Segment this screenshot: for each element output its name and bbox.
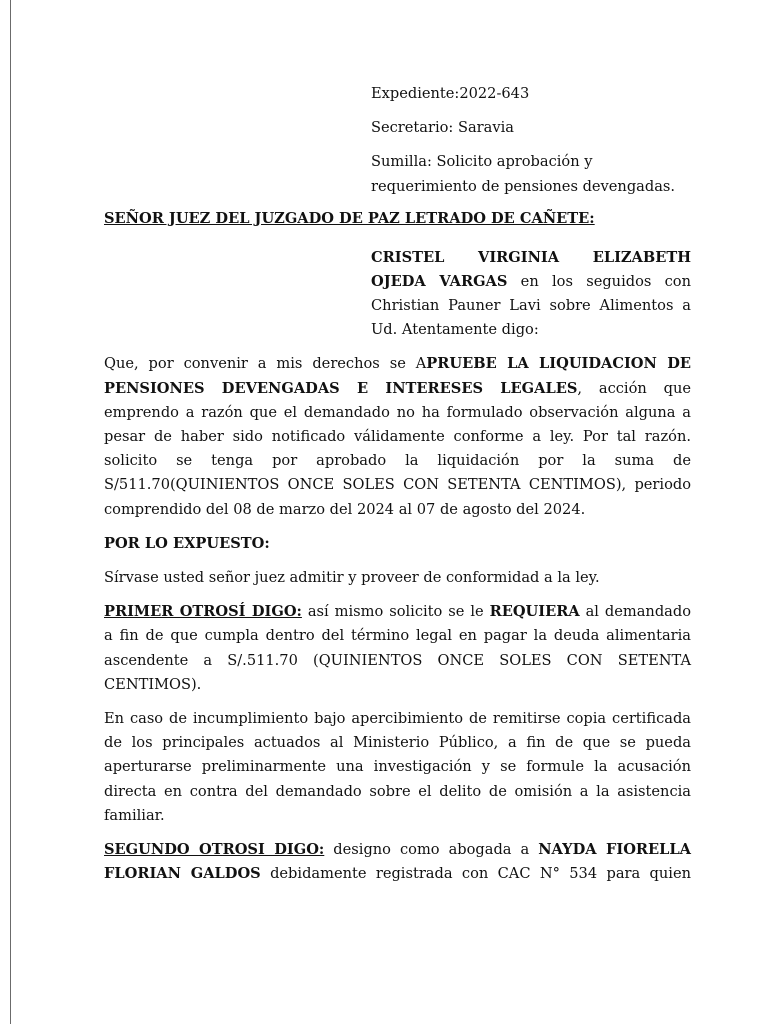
incumplimiento-paragraph: En caso de incumplimiento bajo apercibimiento de remitirse copia certificada de los principales actuados al Ministerio Público, a fin de que se pueda aperturarse preliminarmente una investigación y se formule la acusación directa en contra del demandado sobre el delito de omisión a la asistencia familiar.	[104, 710, 691, 824]
segundo-otrosi-text1: designo como abogada a	[324, 841, 539, 859]
main-bold-request: PRUEBE LA LIQUIDACION DE PENSIONES DEVENGADAS E INTERESES LEGALES	[104, 355, 691, 397]
sumilla-line: Sumilla: Solicito aprobación y requerimiento de pensiones devengadas.	[371, 153, 676, 195]
main-intro: Que, por convenir a mis derechos se A	[104, 355, 427, 373]
segundo-otrosi-paragraph	[104, 838, 691, 886]
petitioner-name: CRISTEL VIRGINIA ELIZABETH OJEDA VARGAS	[371, 248, 691, 290]
document-page	[104, 82, 691, 896]
main-rest: , acción que emprendo a razón que el demandado no ha formulado observación alguna a pesar de haber sido notificado válidamente conforme a ley. Por tal razón. solicito se tenga por aprobado la liquidación por la suma de S/511.70(QUINIENTOS ONCE SOLES CON SETENTA CENTIMOS), periodo comprendido del 08 de marzo del 2024 al 07 de agosto del 2024.	[104, 379, 691, 518]
primer-otrosi-paragraph	[104, 600, 691, 697]
primer-otrosi-bold: REQUIERA	[489, 603, 580, 621]
main-paragraph	[104, 352, 691, 521]
por-lo-expuesto-heading: POR LO EXPUESTO:	[104, 534, 270, 552]
page-left-border	[10, 0, 11, 1024]
primer-otrosi-text1: así mismo solicito se le	[301, 603, 490, 621]
primer-otrosi-text2: al demandado a fin de que cumpla dentro del término legal en pagar la deuda alimentaria ascendente a S/.511.70 (QUINIENTOS ONCE SOLES CON SETENTA CENTIMOS).	[104, 603, 692, 693]
segundo-otrosi-text2: debidamente registrada con CAC N° 534 para quien	[260, 865, 691, 883]
case-header	[371, 82, 691, 199]
por-lo-expuesto-text: Sírvase usted señor juez admitir y proveer de conformidad a la ley.	[104, 569, 600, 587]
primer-otrosi-label: PRIMER OTROSÍ DIGO:	[104, 603, 302, 621]
petitioner-text: en los seguidos con Christian Pauner Lavi sobre Alimentos a Ud. Atentamente digo:	[371, 272, 691, 339]
segundo-otrosi-bold: NAYDA FIORELLA FLORIAN GALDOS	[104, 841, 691, 883]
expediente-line: Expediente:2022-643	[371, 85, 530, 102]
petitioner-block	[371, 246, 691, 343]
secretario-line: Secretario: Saravia	[371, 119, 514, 137]
segundo-otrosi-label: SEGUNDO OTROSI DIGO:	[104, 841, 325, 859]
addressee-heading: SEÑOR JUEZ DEL JUZGADO DE PAZ LETRADO DE CAÑETE:	[104, 209, 595, 227]
